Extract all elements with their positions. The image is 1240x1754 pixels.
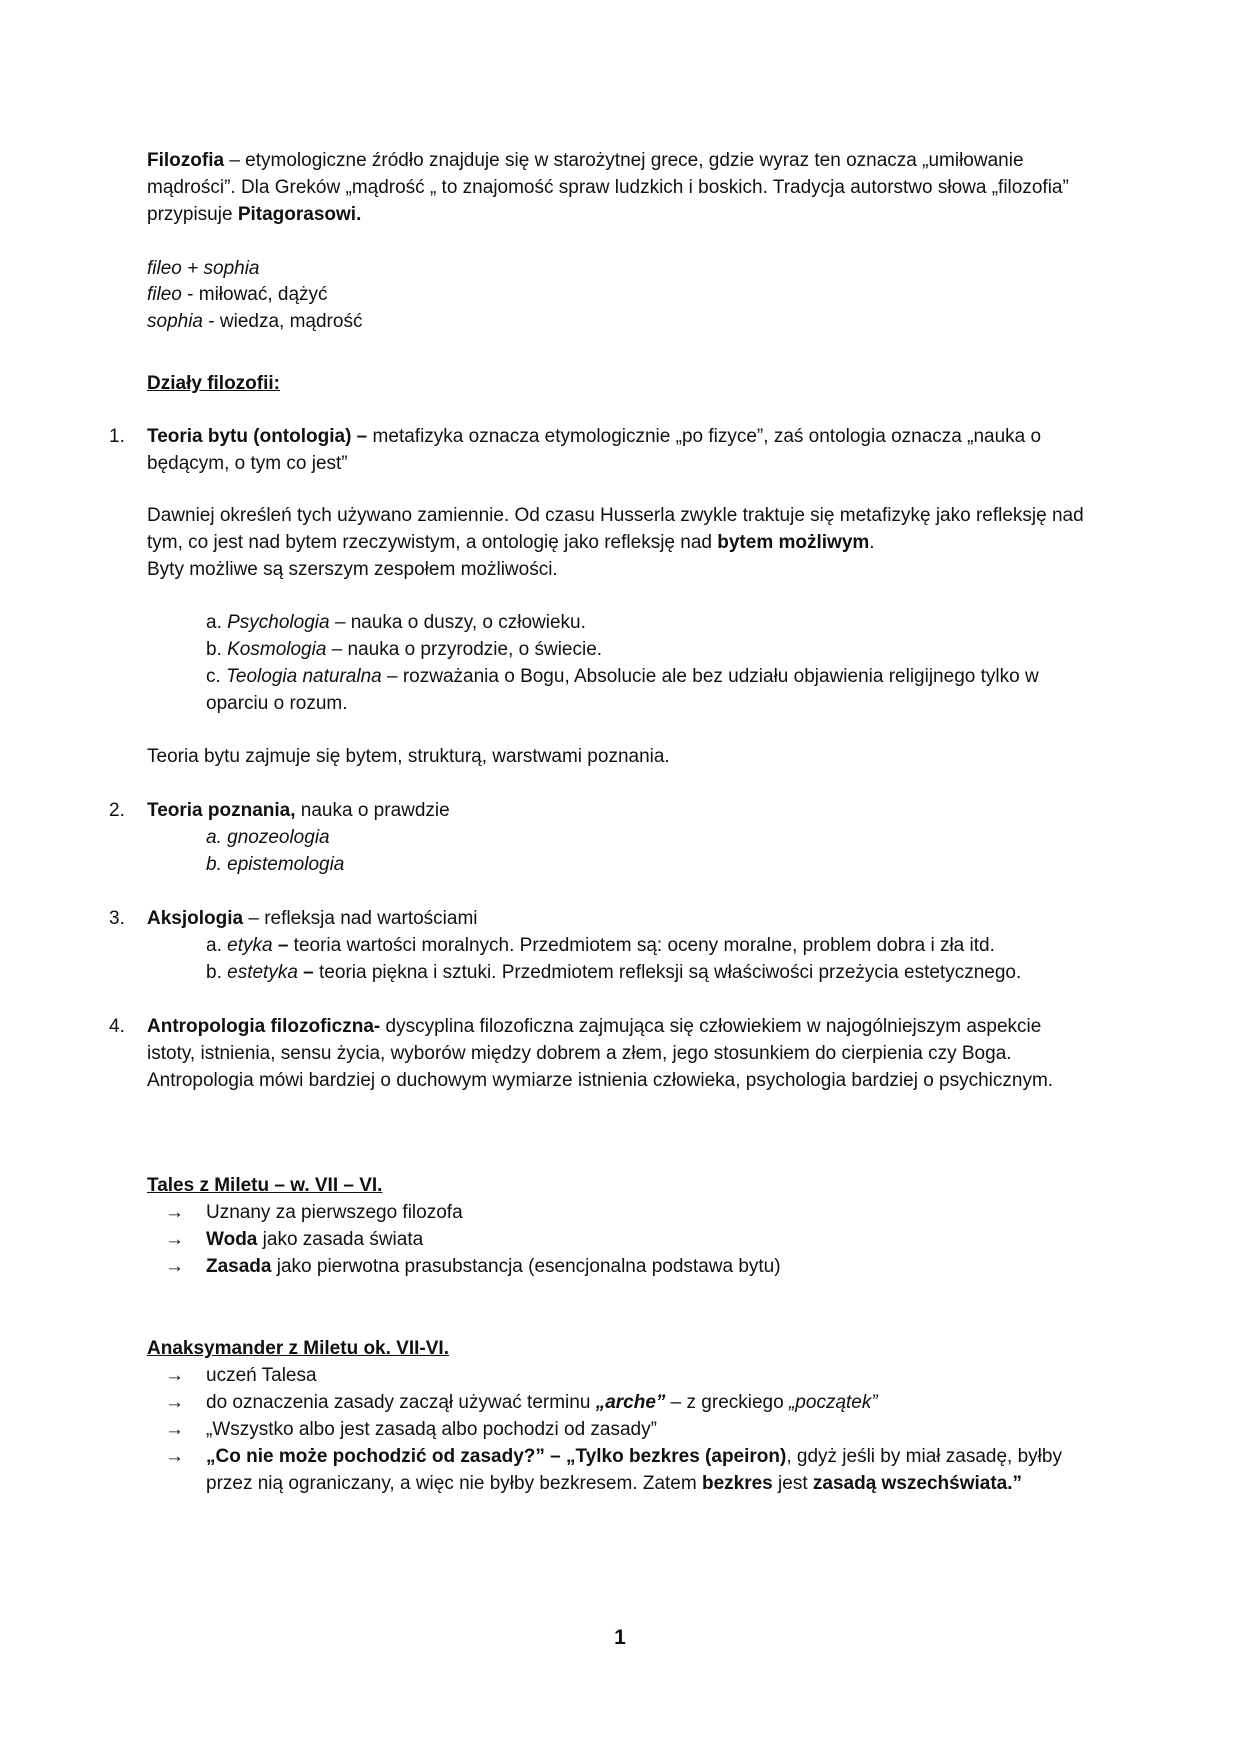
term-zasada-wszechswiata: zasadą wszechświata.” bbox=[812, 1473, 1022, 1494]
bullet-text bbox=[206, 1443, 1086, 1497]
item1-title: Teoria bytu (ontologia) – bbox=[147, 426, 368, 447]
arrow-icon: → bbox=[165, 1229, 184, 1250]
page-number: 1 bbox=[614, 1626, 626, 1649]
term-bezkres: bezkres bbox=[701, 1473, 773, 1494]
sub-term: Teologia naturalna bbox=[226, 666, 382, 687]
item4-paragraph bbox=[147, 1013, 1087, 1094]
item2-text: nauka o prawdzie bbox=[295, 800, 450, 821]
bullet-part: , gdyż jeśli by miał zasadę, byłby przez nią ograniczany, a więc nie byłby bezkresem. Zatem bbox=[206, 1446, 1062, 1494]
item3-title: Aksjologia bbox=[147, 908, 244, 929]
item1-para-b: bytem możliwym bbox=[717, 532, 870, 553]
etym-def-sophia: - wiedza, mądrość bbox=[203, 311, 363, 332]
term-poczatek: „początek” bbox=[788, 1392, 878, 1413]
arrow-icon: → bbox=[165, 1419, 184, 1440]
sub-prefix: b. bbox=[206, 639, 228, 660]
item2-number: 2. bbox=[109, 800, 125, 821]
item3-sub-a bbox=[206, 932, 1086, 959]
bullet-part: do oznaczenia zasady zaczął używać terminu bbox=[206, 1392, 596, 1413]
item3-number: 3. bbox=[109, 908, 125, 929]
bullet-text: uczeń Talesa bbox=[206, 1365, 317, 1386]
bullet-text: „Wszystko albo jest zasadą albo pochodzi od zasady” bbox=[206, 1419, 657, 1440]
sub-prefix: b. bbox=[206, 962, 228, 983]
item3-text: – refleksja nad wartościami bbox=[243, 908, 478, 929]
intro-paragraph bbox=[147, 147, 1087, 228]
item1-para-c: . bbox=[869, 532, 875, 553]
item1-number: 1. bbox=[109, 426, 125, 447]
bullet-text: Uznany za pierwszego filozofa bbox=[206, 1202, 463, 1223]
term-apeiron: (apeiron) bbox=[705, 1446, 787, 1467]
item1-para-a: Dawniej określeń tych używano zamiennie. Od czasu Husserla zwykle traktuje się metafizykę jako refleksję nad tym, co jest nad bytem rzeczywistym, a ontologię jako refleksję nad bbox=[147, 505, 1084, 553]
sub-text: – nauka o duszy, o człowieku. bbox=[329, 612, 586, 633]
arrow-icon: → bbox=[165, 1392, 184, 1413]
bullet-bold: Zasada bbox=[206, 1256, 272, 1277]
etym-line-3 bbox=[147, 308, 1087, 335]
arrow-icon: → bbox=[165, 1256, 184, 1277]
item4-number: 4. bbox=[109, 1016, 125, 1037]
sub-dash: – bbox=[272, 935, 289, 956]
item2-title: Teoria poznania, bbox=[147, 800, 296, 821]
etym-line-1: fileo + sophia bbox=[147, 258, 260, 279]
intro-text: – etymologiczne źródło znajduje się w starożytnej grece, gdzie wyraz ten oznacza „umiłowanie mądrości”. Dla Greków „mądrość „ to znajomość spraw ludzkich i boskich. Tradycja autorstwo słowa „filozofia” przypisuje bbox=[147, 150, 1069, 225]
item3-sub-b bbox=[206, 959, 1086, 986]
item1-sub-c bbox=[206, 663, 1086, 717]
item3-paragraph bbox=[147, 905, 1087, 932]
item4-title: Antropologia filozoficzna- bbox=[147, 1016, 381, 1037]
bullet-part: „Co nie może pochodzić od zasady?” – „Tylko bezkres bbox=[206, 1446, 706, 1467]
arrow-icon: → bbox=[165, 1446, 184, 1467]
item1-sub-a bbox=[206, 609, 1086, 636]
bullet-bold: Woda bbox=[206, 1229, 258, 1250]
item1-paragraph bbox=[147, 423, 1087, 477]
bullet-text bbox=[206, 1389, 1086, 1416]
sub-text: – rozważania o Bogu, Absolucie ale bez udziału objawienia religijnego tylko w oparciu o rozum. bbox=[206, 666, 1039, 714]
sub-term: Psychologia bbox=[227, 612, 330, 633]
sub-term: etyka bbox=[227, 935, 273, 956]
item2-sub-a: a. gnozeologia bbox=[206, 827, 330, 848]
sub-dash: – bbox=[297, 962, 314, 983]
sub-text: teoria wartości moralnych. Przedmiotem są: oceny moralne, problem dobra i zła itd. bbox=[288, 935, 995, 956]
item1-explanation bbox=[147, 502, 1087, 583]
item1-para-d: Byty możliwe są szerszym zespołem możliwości. bbox=[147, 559, 558, 580]
etym-word-sophia: sophia bbox=[147, 311, 203, 332]
arrow-icon: → bbox=[165, 1365, 184, 1386]
bullet-text bbox=[206, 1253, 1086, 1280]
sub-term: estetyka bbox=[227, 962, 298, 983]
bullet-part: – z greckiego bbox=[665, 1392, 789, 1413]
bullet-text bbox=[206, 1226, 1086, 1253]
etym-def-fileo: - miłować, dążyć bbox=[181, 284, 328, 305]
tales-heading: Tales z Miletu – w. VII – VI. bbox=[147, 1175, 383, 1196]
sub-text: teoria piękna i sztuki. Przedmiotem refleksji są właściwości przeżycia estetycznego. bbox=[313, 962, 1022, 983]
sub-term: Kosmologia bbox=[227, 639, 327, 660]
term-filozofia: Filozofia bbox=[147, 150, 225, 171]
sub-prefix: c. bbox=[206, 666, 227, 687]
item4-text: dyscyplina filozoficzna zajmująca się człowiekiem w najogólniejszym aspekcie istoty, istnienia, sensu życia, wyborów między dobrem a złem, jego stosunkiem do cierpienia czy Boga. Antropologia mówi bardziej o duchowym wymiarze istnienia człowieka, psychologia bardziej o psychicznym. bbox=[147, 1016, 1054, 1091]
etym-line-2 bbox=[147, 281, 1087, 308]
anaksymander-heading: Anaksymander z Miletu ok. VII-VI. bbox=[147, 1338, 449, 1359]
sub-prefix: a. bbox=[206, 612, 228, 633]
bullet-part: jest bbox=[772, 1473, 813, 1494]
divisions-heading: Działy filozofii: bbox=[147, 373, 280, 394]
item1-closing: Teoria bytu zajmuje się bytem, strukturą, warstwami poznania. bbox=[147, 746, 670, 767]
arrow-icon: → bbox=[165, 1202, 184, 1223]
sub-prefix: a. bbox=[206, 935, 228, 956]
item1-text: metafizyka oznacza etymologicznie „po fizyce”, zaś ontologia oznacza „nauka o będącym, o tym co jest” bbox=[147, 426, 1042, 474]
person-pitagoras: Pitagorasowi. bbox=[237, 204, 362, 225]
term-arche: „arche” bbox=[595, 1392, 666, 1413]
bullet-rest: jako zasada świata bbox=[257, 1229, 424, 1250]
bullet-rest: jako pierwotna prasubstancja (esencjonalna podstawa bytu) bbox=[271, 1256, 781, 1277]
item2-paragraph bbox=[147, 797, 1087, 824]
item2-sub-b: b. epistemologia bbox=[206, 854, 345, 875]
item1-sub-b bbox=[206, 636, 1086, 663]
etym-word-fileo: fileo bbox=[147, 284, 182, 305]
sub-text: – nauka o przyrodzie, o świecie. bbox=[326, 639, 603, 660]
